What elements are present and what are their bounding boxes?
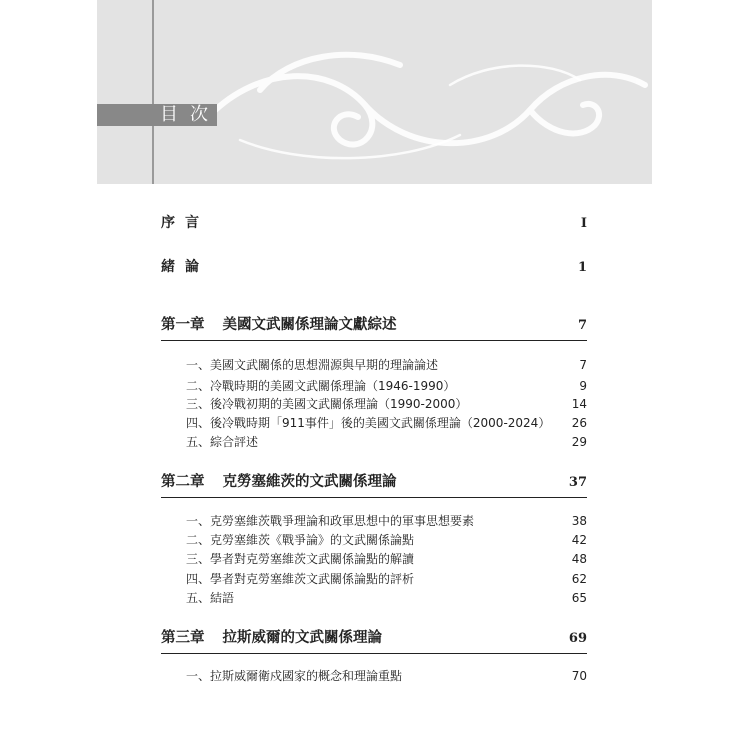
chapter-title: 美國文武關係理論文獻綜述	[222, 316, 397, 333]
page-title: 目次	[160, 104, 220, 125]
toc-page-number: 62	[571, 572, 587, 586]
toc-section[interactable]	[186, 531, 587, 548]
chapter-number: 第二章	[161, 473, 205, 490]
toc-page-number: 37	[568, 475, 587, 490]
toc-page-number: 65	[571, 591, 587, 605]
toc-section[interactable]	[186, 377, 587, 394]
toc-section[interactable]	[186, 433, 587, 450]
toc-chapter-1[interactable]	[161, 313, 587, 341]
toc-page-number: 48	[571, 552, 587, 566]
toc-entry-introduction[interactable]	[161, 256, 587, 276]
toc-section[interactable]	[186, 589, 587, 606]
toc-entry-title: 序言	[161, 215, 209, 231]
toc-page-number: 70	[571, 669, 587, 683]
toc-section-title: 四、學者對克勞塞維茨文武關係論點的評析	[186, 572, 415, 586]
toc-section[interactable]	[186, 395, 587, 412]
chapter-title: 拉斯威爾的文武關係理論	[222, 629, 382, 646]
toc-section-title: 三、後冷戰初期的美國文武關係理論（1990-2000）	[186, 397, 468, 411]
header-divider-line	[152, 0, 154, 184]
toc-section[interactable]	[186, 512, 587, 529]
toc-page-number: 26	[571, 416, 587, 430]
toc-page-number: 1	[577, 260, 587, 275]
toc-section-title: 二、克勞塞維茨《戰爭論》的文武關係論點	[186, 533, 415, 547]
chapter-number: 第三章	[161, 629, 205, 646]
toc-section[interactable]	[186, 550, 587, 567]
chapter-title: 克勞塞維茨的文武關係理論	[222, 473, 397, 490]
toc-section[interactable]	[186, 414, 587, 431]
toc-section-title: 一、拉斯威爾衛戍國家的概念和理論重點	[186, 669, 403, 683]
toc-page-number: 38	[571, 514, 587, 528]
toc-section-title: 五、綜合評述	[186, 435, 259, 449]
toc-section-title: 五、結語	[186, 591, 235, 605]
toc-section[interactable]	[186, 356, 587, 373]
toc-page-number: 29	[571, 435, 587, 449]
chapter-number: 第一章	[161, 316, 205, 333]
toc-entry-title: 緒論	[161, 259, 209, 275]
toc-page-number: 14	[571, 397, 587, 411]
toc-chapter-2[interactable]	[161, 470, 587, 498]
toc-chapter-3[interactable]	[161, 626, 587, 654]
toc-section-title: 二、冷戰時期的美國文武關係理論（1946-1990）	[186, 379, 456, 393]
toc-page-number: 42	[571, 533, 587, 547]
toc-section[interactable]	[186, 667, 587, 684]
toc-section[interactable]	[186, 570, 587, 587]
toc-page-number: 9	[579, 379, 587, 393]
toc-section-title: 四、後冷戰時期「911事件」後的美國文武關係理論（2000-2024）	[186, 416, 551, 430]
swirl-ornament	[200, 45, 655, 170]
toc-entry-preface[interactable]	[161, 212, 587, 232]
toc-page-number: 69	[568, 631, 587, 646]
toc-section-title: 三、學者對克勞塞維茨文武關係論點的解讀	[186, 552, 415, 566]
toc-section-title: 一、克勞塞維茨戰爭理論和政軍思想中的軍事思想要素	[186, 514, 475, 528]
toc-section-title: 一、美國文武關係的思想淵源與早期的理論論述	[186, 358, 439, 372]
toc-page-number: 7	[577, 318, 587, 333]
toc-page-number: I	[580, 216, 587, 231]
toc-page-number: 7	[579, 358, 587, 372]
